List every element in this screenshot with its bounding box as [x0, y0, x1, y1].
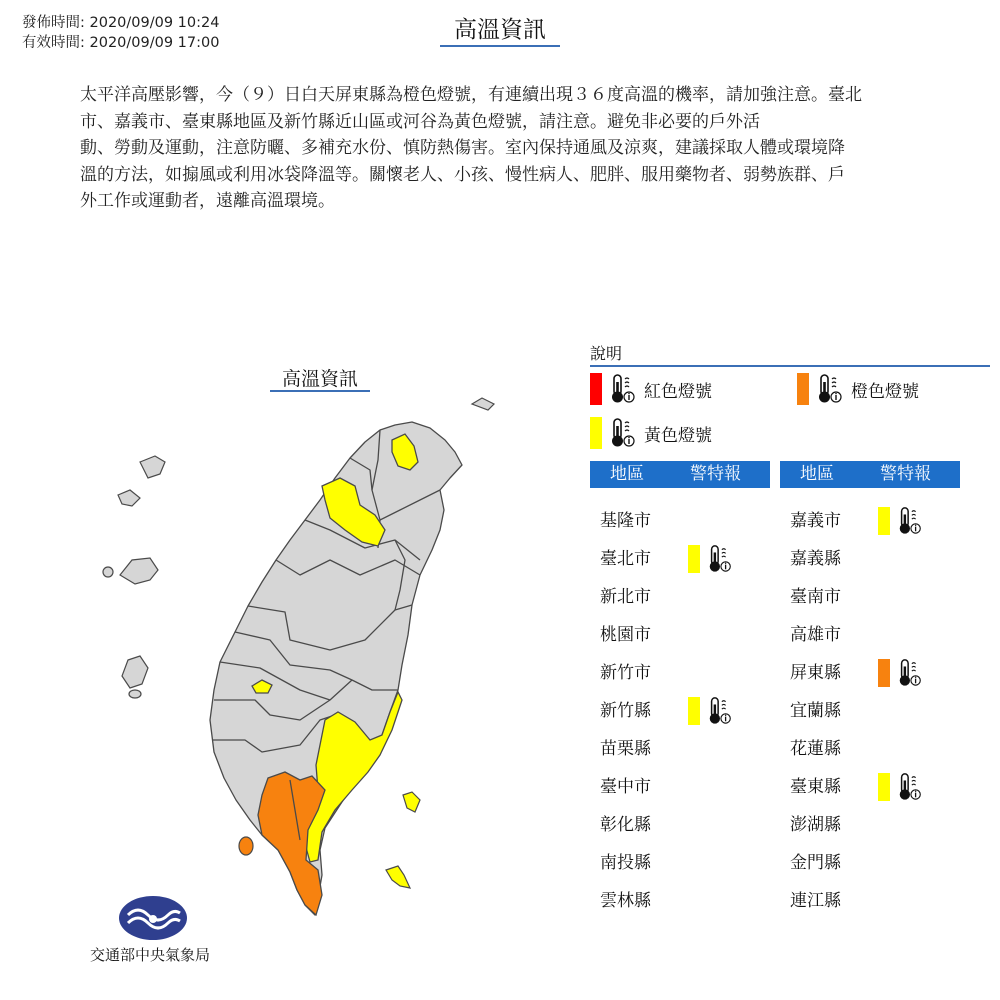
- island-orchid: [386, 866, 410, 888]
- issue-time: 2020/09/09 10:24: [89, 15, 220, 31]
- table-row: [790, 882, 960, 920]
- table-row: [790, 844, 960, 882]
- orange-swatch: [797, 373, 809, 405]
- valid-time: 2020/09/09 17:00: [89, 35, 220, 51]
- legend-red: [590, 372, 712, 406]
- legend-yellow-label: 黃色燈號: [644, 425, 712, 446]
- region-name: 桃園市: [600, 625, 651, 645]
- table-row: [600, 502, 770, 540]
- title-underline: [440, 45, 560, 47]
- table-row: [600, 806, 770, 844]
- warning-indicator: [878, 654, 924, 692]
- legend-orange: [797, 372, 919, 406]
- orange-swatch: [878, 659, 890, 687]
- thermometer-icon: [815, 373, 845, 405]
- table-row: [600, 882, 770, 920]
- thermometer-icon: [706, 695, 734, 727]
- region-name: 新竹市: [600, 663, 651, 683]
- bulletin-text: [80, 82, 920, 215]
- region-name: 南投縣: [600, 853, 651, 873]
- region-name: 宜蘭縣: [790, 701, 841, 721]
- org-name: 交通部中央氣象局: [89, 946, 210, 964]
- region-name: 臺東縣: [790, 777, 841, 797]
- table-row: [600, 768, 770, 806]
- region-name: 彰化縣: [600, 815, 651, 835]
- warning-indicator: [688, 692, 734, 730]
- bulletin-line: 太平洋高壓影響，今（９）日白天屏東縣為橙色燈號，有連續出現３６度高溫的機率，請加強注意。臺北: [80, 85, 862, 105]
- bulletin-line: 動、勞動及運動，注意防曬、多補充水份、慎防熱傷害。室內保持通風及涼爽，建議採取人體或環境降: [80, 138, 845, 158]
- region-name: 基隆市: [600, 511, 651, 531]
- region-name: 嘉義市: [790, 511, 841, 531]
- table-row: [790, 502, 960, 540]
- legend-yellow: [590, 416, 712, 450]
- yellow-swatch: [688, 545, 700, 573]
- col-region: 地區: [610, 464, 644, 484]
- region-name: 苗栗縣: [600, 739, 651, 759]
- valid-label: 有效時間:: [22, 35, 85, 51]
- region-name: 花蓮縣: [790, 739, 841, 759]
- col-warning: 警特報: [880, 464, 931, 484]
- region-name: 臺南市: [790, 587, 841, 607]
- thermometer-icon: [896, 505, 924, 537]
- table-row: [790, 730, 960, 768]
- region-name: 嘉義縣: [790, 549, 841, 569]
- table-row: [790, 540, 960, 578]
- region-name: 連江縣: [790, 891, 841, 911]
- thermometer-icon: [896, 771, 924, 803]
- table-row: [600, 692, 770, 730]
- thermometer-icon: [608, 417, 638, 449]
- table-row: [600, 540, 770, 578]
- region-name: 屏東縣: [790, 663, 841, 683]
- yellow-swatch: [590, 417, 602, 449]
- table-header-right: [780, 461, 960, 488]
- col-warning: 警特報: [690, 464, 741, 484]
- thermometer-icon: [706, 543, 734, 575]
- page-title: 高溫資訊: [454, 17, 546, 43]
- table-row: [600, 654, 770, 692]
- region-name: 新北市: [600, 587, 651, 607]
- region-name: 臺中市: [600, 777, 651, 797]
- table-row: [600, 616, 770, 654]
- table-header-left: [590, 461, 770, 488]
- issue-label: 發佈時間:: [22, 15, 85, 31]
- yellow-swatch: [688, 697, 700, 725]
- red-swatch: [590, 373, 602, 405]
- table-row: [600, 730, 770, 768]
- cwb-logo: [118, 895, 188, 941]
- bulletin-line: 溫的方法，如搧風或利用冰袋降溫等。關懷老人、小孩、慢性病人、肥胖、服用藥物者、弱勢族群、戶: [80, 164, 845, 185]
- warning-indicator: [878, 768, 924, 806]
- island-penghu: [120, 558, 158, 584]
- map-title: 高溫資訊: [281, 368, 358, 390]
- region-name: 臺北市: [600, 549, 651, 569]
- legend-orange-label: 橙色燈號: [851, 381, 919, 402]
- bulletin-line: 市、嘉義市、臺東縣地區及新竹縣近山區或河谷為黃色燈號，請注意。避免非必要的戶外活: [80, 111, 760, 132]
- warning-indicator: [688, 540, 734, 578]
- region-name: 金門縣: [790, 853, 841, 873]
- table-row: [600, 578, 770, 616]
- legend-title: 說明: [590, 344, 623, 363]
- table-row: [600, 844, 770, 882]
- taiwan-map: [0, 380, 580, 940]
- region-name: 高雄市: [790, 625, 841, 645]
- valid-time-line: [22, 34, 219, 53]
- region-name: 澎湖縣: [790, 815, 841, 835]
- thermometer-icon: [608, 373, 638, 405]
- yellow-swatch: [878, 507, 890, 535]
- legend-divider: [590, 365, 990, 367]
- region-name: 新竹縣: [600, 701, 651, 721]
- yellow-swatch: [878, 773, 890, 801]
- table-row: [790, 578, 960, 616]
- table-row: [790, 616, 960, 654]
- table-row: [790, 654, 960, 692]
- island-liuqiu: [239, 837, 253, 855]
- table-row: [790, 692, 960, 730]
- thermometer-icon: [896, 657, 924, 689]
- bulletin-line: 外工作或運動者，遠離高溫環境。: [80, 191, 335, 211]
- col-region: 地區: [800, 464, 834, 484]
- issue-time-line: [22, 14, 219, 33]
- table-row: [790, 768, 960, 806]
- region-name: 雲林縣: [600, 891, 651, 911]
- warning-indicator: [878, 502, 924, 540]
- legend-red-label: 紅色燈號: [644, 381, 712, 402]
- island-green: [403, 792, 420, 812]
- table-row: [790, 806, 960, 844]
